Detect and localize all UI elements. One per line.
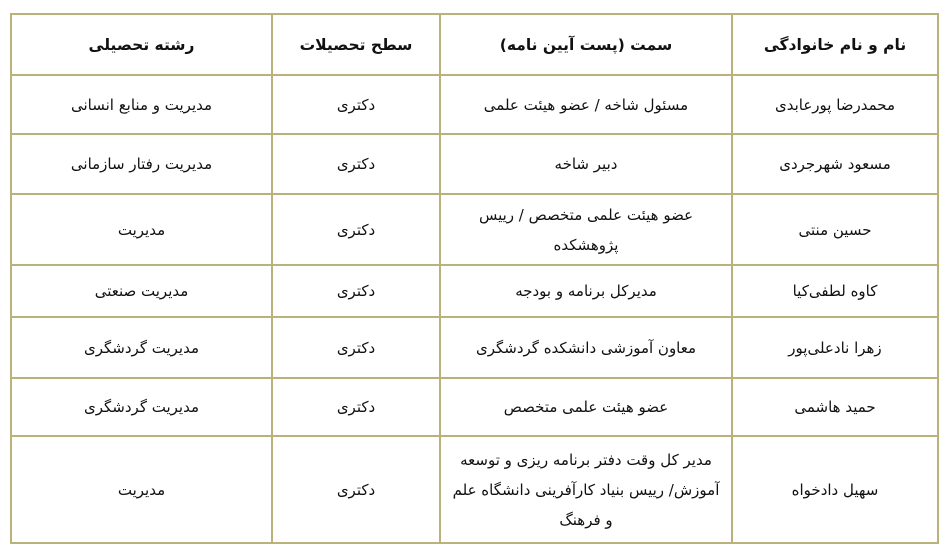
members-table (10, 13, 939, 544)
header-name: نام و نام خانوادگی (732, 14, 938, 75)
cell-field-of-study: مدیریت گردشگری (11, 317, 272, 378)
cell-education-level: دکتری (272, 194, 440, 265)
cell-field-of-study: مدیریت (11, 436, 272, 543)
header-field-of-study: رشته تحصیلی (11, 14, 272, 75)
cell-education-level: دکتری (272, 75, 440, 134)
cell-field-of-study: مدیریت رفتار سازمانی (11, 134, 272, 194)
table-row (11, 265, 938, 317)
members-table-container (10, 13, 937, 544)
cell-position: معاون آموزشی دانشکده گردشگری (440, 317, 732, 378)
cell-education-level: دکتری (272, 265, 440, 317)
cell-education-level: دکتری (272, 378, 440, 436)
cell-name: حمید هاشمی (732, 378, 938, 436)
table-row (11, 194, 938, 265)
header-education-level: سطح تحصیلات (272, 14, 440, 75)
cell-position: عضو هیئت علمی متخصص / رییس پژوهشکده (440, 194, 732, 265)
table-row (11, 75, 938, 134)
cell-field-of-study: مدیریت و منابع انسانی (11, 75, 272, 134)
cell-name: کاوه لطفی‌کیا (732, 265, 938, 317)
cell-education-level: دکتری (272, 134, 440, 194)
cell-name: محمدرضا پورعابدی (732, 75, 938, 134)
cell-position: عضو هیئت علمی متخصص (440, 378, 732, 436)
cell-education-level: دکتری (272, 436, 440, 543)
header-position: سمت (پست آیین نامه) (440, 14, 732, 75)
cell-position: مسئول شاخه / عضو هیئت علمی (440, 75, 732, 134)
cell-position: مدیر کل وقت دفتر برنامه ریزی و توسعه آموزش/ رییس بنیاد کارآفرینی دانشگاه علم و فرهنگ (440, 436, 732, 543)
cell-name: مسعود شهرجردی (732, 134, 938, 194)
table-row (11, 436, 938, 543)
cell-field-of-study: مدیریت (11, 194, 272, 265)
table-header-row (11, 14, 938, 75)
cell-name: زهرا نادعلی‌پور (732, 317, 938, 378)
cell-position: دبیر شاخه (440, 134, 732, 194)
table-row (11, 317, 938, 378)
table-row (11, 134, 938, 194)
cell-name: سهیل دادخواه (732, 436, 938, 543)
cell-field-of-study: مدیریت صنعتی (11, 265, 272, 317)
cell-field-of-study: مدیریت گردشگری (11, 378, 272, 436)
table-row (11, 378, 938, 436)
cell-position: مدیرکل برنامه و بودجه (440, 265, 732, 317)
cell-name: حسین منتی (732, 194, 938, 265)
cell-education-level: دکتری (272, 317, 440, 378)
